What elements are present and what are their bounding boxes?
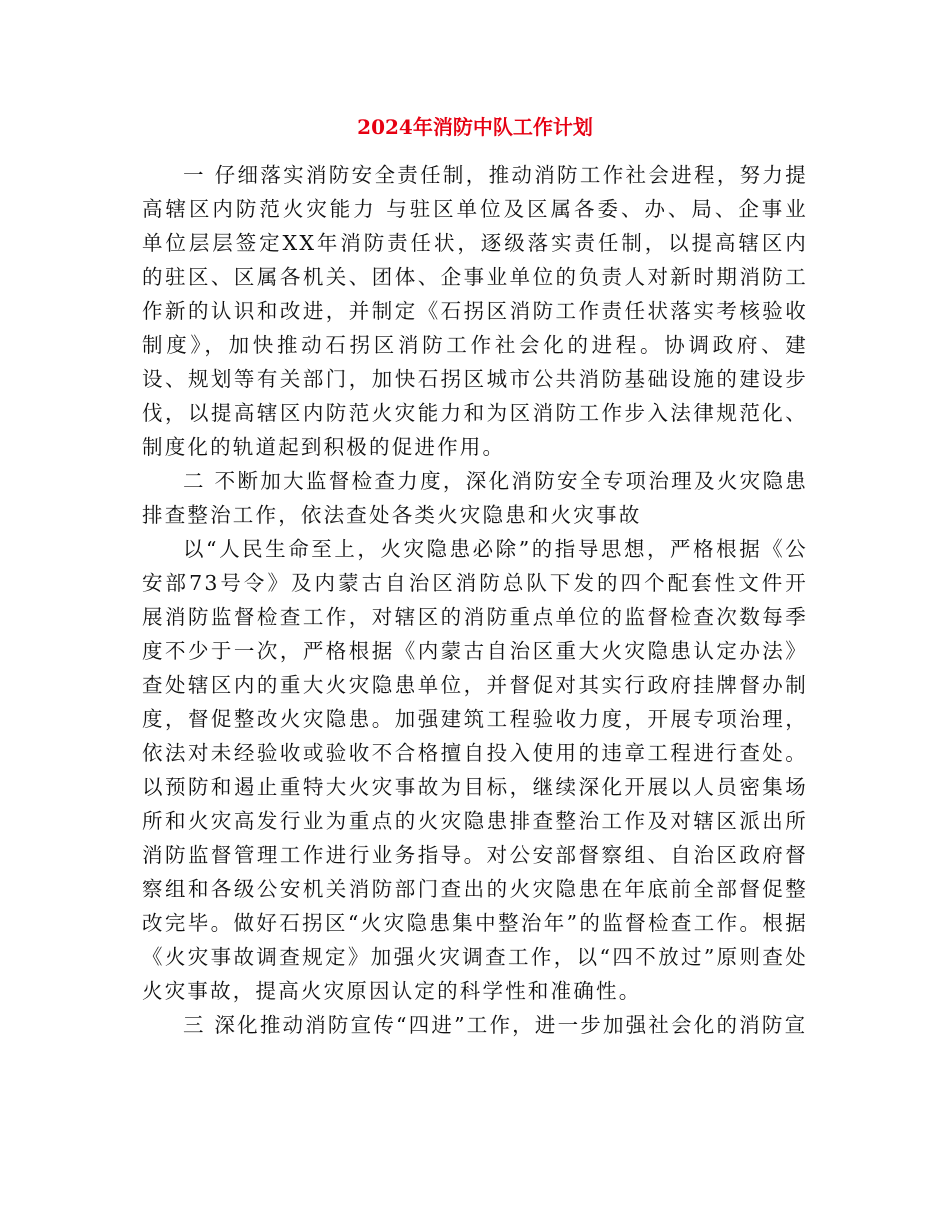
- document-title: 2024年消防中队工作计划: [357, 115, 593, 139]
- paragraph-section-one: 一 仔细落实消防安全责任制，推动消防工作社会进程，努力提高辖区内防范火灾能力 与驻区单位及区属各委、办、局、企事业单位层层签定XX年消防责任状，逐级落实责任制，以提高辖区内的驻区、区属各机关、团体、企事业单位的负责人对新时期消防工作新的认识和改进，并制定《石拐区消防工作责任状落实考核验收制度》，加快推动石拐区消防工作社会化的进程。协调政府、建设、规划等有关部门，加快石拐区城市公共消防基础设施的建设步伐，以提高辖区内防范火灾能力和为区消防工作步入法律规范化、制度化的轨道起到积极的促进作用。: [142, 163, 808, 459]
- document-body: [142, 158, 808, 1042]
- paragraph-section-two-heading: 二 不断加大监督检查力度，深化消防安全专项治理及火灾隐患排查整治工作，依法查处各类火灾隐患和火灾事故: [142, 469, 808, 527]
- paragraph-section-three-heading: 三 深化推动消防宣传“四进”工作，进一步加强社会化的消防宣: [183, 1013, 808, 1037]
- paragraph-section-two-body: 以“人民生命至上，火灾隐患必除”的指导思想，严格根据《公安部73号令》及内蒙古自治区消防总队下发的四个配套性文件开展消防监督检查工作，对辖区的消防重点单位的监督检查次数每季度不少于一次，严格根据《内蒙古自治区重大火灾隐患认定办法》查处辖区内的重大火灾隐患单位，并督促对其实行政府挂牌督办制度，督促整改火灾隐患。加强建筑工程验收力度，开展专项治理，依法对未经验收或验收不合格擅自投入使用的违章工程进行查处。以预防和遏止重特大火灾事故为目标，继续深化开展以人员密集场所和火灾高发行业为重点的火灾隐患排查整治工作及对辖区派出所消防监督管理工作进行业务指导。对公安部督察组、自治区政府督察组和各级公安机关消防部门查出的火灾隐患在年底前全部督促整改完毕。做好石拐区“火灾隐患集中整治年”的监督检查工作。根据《火灾事故调查规定》加强火灾调查工作，以“四不放过”原则查处火灾事故，提高火灾原因认定的科学性和准确性。: [142, 537, 808, 1003]
